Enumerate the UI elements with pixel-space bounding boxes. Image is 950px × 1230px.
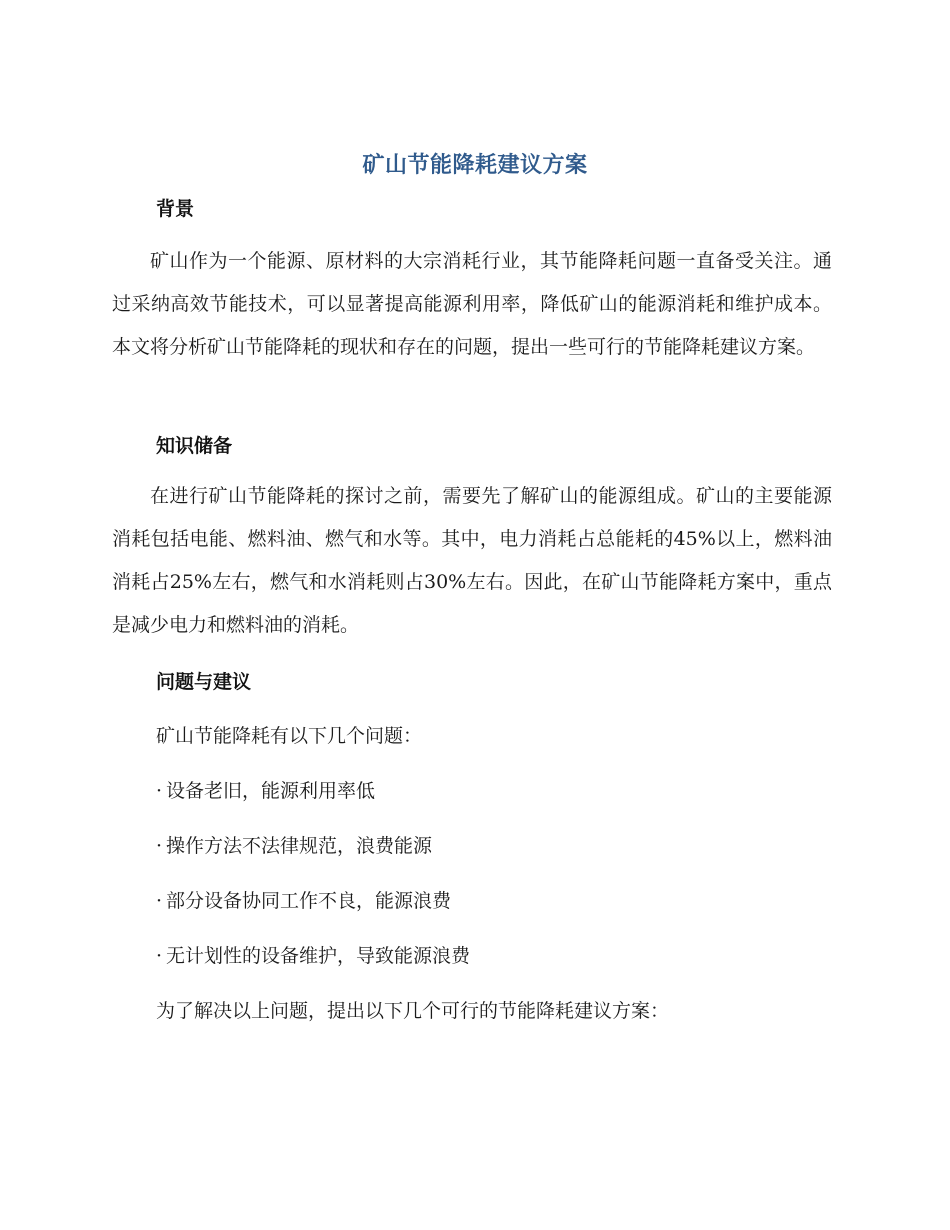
document-title: 矿山节能降耗建议方案 [362,153,588,178]
bullet-icon: · [156,945,163,967]
list-item-text: 设备老旧，能源利用率低 [166,780,376,802]
background-paragraph: 矿山作为一个能源、原材料的大宗消耗行业，其节能降耗问题一直备受关注。通过采纳高效节能技术，可以显著提高能源利用率，降低矿山的能源消耗和维护成本。本文将分析矿山节能降耗的现状和存在的问题，提出一些可行的节能降耗建议方案。 [112,250,832,358]
list-item [156,831,432,858]
section-heading-background: 背景 [156,198,195,220]
section-heading-knowledge: 知识储备 [156,435,233,457]
section-heading-issues: 问题与建议 [156,671,252,693]
list-item [156,886,451,913]
bullet-icon: · [156,780,163,802]
issues-intro: 矿山节能降耗有以下几个问题： [156,725,423,747]
issues-conclusion: 为了解决以上问题，提出以下几个可行的节能降耗建议方案： [156,1000,670,1022]
list-item-text: 操作方法不法律规范，浪费能源 [166,835,433,857]
list-item-text: 无计划性的设备维护，导致能源浪费 [166,945,471,967]
bullet-icon: · [156,890,163,912]
knowledge-paragraph: 在进行矿山节能降耗的探讨之前，需要先了解矿山的能源组成。矿山的主要能源消耗包括电能、燃料油、燃气和水等。其中，电力消耗占总能耗的45%以上，燃料油消耗占25%左右，燃气和水消耗则占30%左右。因此，在矿山节能降耗方案中，重点是减少电力和燃料油的消耗。 [112,485,832,636]
list-item-text: 部分设备协同工作不良，能源浪费 [166,890,452,912]
list-item [156,776,375,803]
list-item [156,941,470,968]
bullet-icon: · [156,835,163,857]
